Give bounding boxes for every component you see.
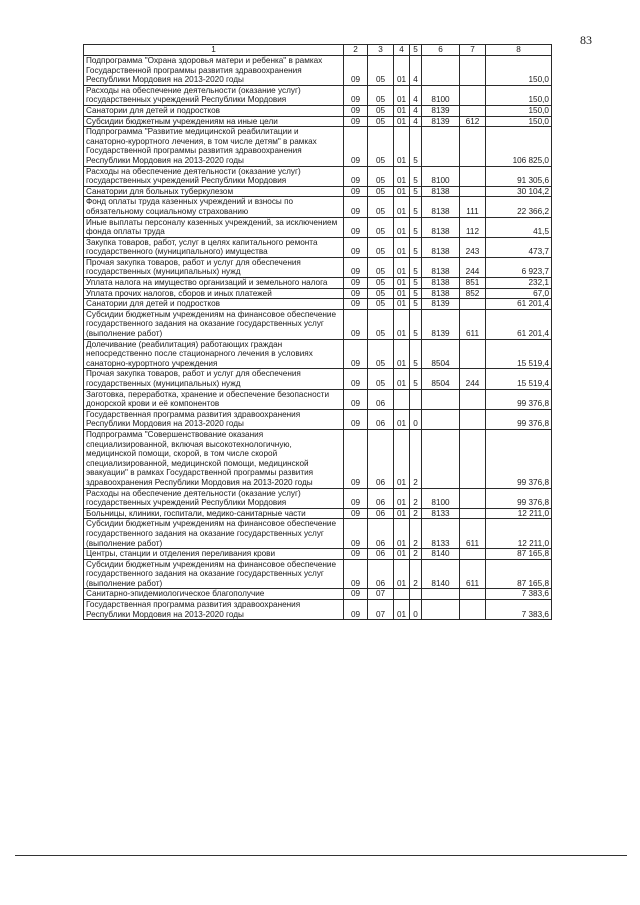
row-amount-cell: 61 201,4 [486,309,552,339]
row-subprogram-cell [410,389,422,409]
row-expense-type-cell [460,85,486,105]
row-target-cell [422,389,460,409]
table-row [84,429,552,488]
row-subsection-cell: 05 [368,257,394,277]
row-subsection-cell: 06 [368,508,394,519]
row-section-cell: 09 [344,299,368,310]
row-subprogram-cell: 5 [410,186,422,197]
row-name-cell: Субсидии бюджетным учреждениям на финансовое обеспечение государственного задания на оказание государственных услуг (выполнение работ) [84,519,344,549]
row-target-cell: 8139 [422,105,460,116]
row-section-cell: 09 [344,217,368,237]
row-subprogram-cell: 5 [410,166,422,186]
table-row [84,389,552,409]
row-subsection-cell: 05 [368,56,394,86]
row-target-cell: 8138 [422,197,460,217]
row-amount-cell: 22 366,2 [486,197,552,217]
table-row [84,549,552,560]
table-row [84,369,552,389]
row-subsection-cell: 05 [368,105,394,116]
row-program-cell: 01 [394,288,410,299]
row-expense-type-cell [460,299,486,310]
row-subprogram-cell: 4 [410,116,422,127]
row-expense-type-cell [460,105,486,116]
table-row [84,309,552,339]
row-subprogram-cell: 5 [410,127,422,166]
row-expense-type-cell [460,389,486,409]
row-expense-type-cell: 612 [460,116,486,127]
row-target-cell: 8139 [422,309,460,339]
row-name-cell: Санатории для детей и подростков [84,105,344,116]
row-name-cell: Субсидии бюджетным учреждениям на финансовое обеспечение государственного задания на оказание государственных услуг (выполнение работ) [84,309,344,339]
table-row [84,519,552,549]
header-cell: 4 [394,45,410,56]
table-row [84,488,552,508]
table-row [84,116,552,127]
row-amount-cell: 67,0 [486,288,552,299]
row-section-cell: 09 [344,559,368,589]
row-program-cell [394,589,410,600]
row-program-cell: 01 [394,519,410,549]
header-cell: 5 [410,45,422,56]
row-name-cell: Прочая закупка товаров, работ и услуг для обеспечения государственных (муниципальных) нужд [84,369,344,389]
row-subsection-cell: 05 [368,237,394,257]
row-subsection-cell: 05 [368,369,394,389]
row-expense-type-cell [460,186,486,197]
row-amount-cell: 99 376,8 [486,409,552,429]
row-subsection-cell: 05 [368,309,394,339]
row-expense-type-cell [460,549,486,560]
row-name-cell: Заготовка, переработка, хранение и обеспечение безопасности донорской крови и её компонентов [84,389,344,409]
row-subsection-cell: 05 [368,186,394,197]
row-section-cell: 09 [344,257,368,277]
row-section-cell: 09 [344,127,368,166]
table-row [84,166,552,186]
row-name-cell: Долечивание (реабилитация) работающих граждан непосредственно после стационарного лечения в условиях санаторно-курортного учреждения [84,339,344,369]
row-subsection-cell: 06 [368,549,394,560]
row-name-cell: Расходы на обеспечение деятельности (оказание услуг) государственных учреждений Республики Мордовия [84,85,344,105]
row-amount-cell: 7 383,6 [486,600,552,620]
row-name-cell: Субсидии бюджетным учреждениям на иные цели [84,116,344,127]
row-subprogram-cell: 2 [410,519,422,549]
row-expense-type-cell: 611 [460,309,486,339]
row-name-cell: Подпрограмма "Развитие медицинской реабилитации и санаторно-курортного лечения, в том числе детям" в рамках Государственной программы развития здравоохранения Республики Мордовия на 2013-2020 годы [84,127,344,166]
table-row [84,288,552,299]
table-row [84,186,552,197]
row-subsection-cell: 05 [368,85,394,105]
header-cell: 1 [84,45,344,56]
row-name-cell: Государственная программа развития здравоохранения Республики Мордовия на 2013-2020 годы [84,409,344,429]
row-program-cell: 01 [394,488,410,508]
table-row [84,589,552,600]
header-cell: 3 [368,45,394,56]
table-row [84,56,552,86]
row-section-cell: 09 [344,429,368,488]
row-target-cell: 8133 [422,519,460,549]
row-subprogram-cell: 5 [410,257,422,277]
row-amount-cell: 87 165,8 [486,549,552,560]
row-subprogram-cell: 5 [410,197,422,217]
row-target-cell: 8140 [422,549,460,560]
row-expense-type-cell [460,166,486,186]
table-row [84,409,552,429]
row-target-cell: 8138 [422,288,460,299]
row-program-cell: 01 [394,56,410,86]
row-subsection-cell: 05 [368,288,394,299]
row-target-cell: 8504 [422,339,460,369]
row-target-cell [422,409,460,429]
table-row [84,217,552,237]
row-name-cell: Центры, станции и отделения переливания крови [84,549,344,560]
row-section-cell: 09 [344,488,368,508]
row-program-cell: 01 [394,299,410,310]
row-name-cell: Расходы на обеспечение деятельности (оказание услуг) государственных учреждений Республики Мордовия [84,488,344,508]
row-subsection-cell: 06 [368,389,394,409]
row-target-cell [422,127,460,166]
row-amount-cell: 150,0 [486,116,552,127]
row-name-cell: Фонд оплаты труда казенных учреждений и взносы по обязательному социальному страхованию [84,197,344,217]
row-target-cell [422,56,460,86]
row-section-cell: 09 [344,278,368,289]
row-target-cell: 8100 [422,85,460,105]
table-row [84,257,552,277]
row-amount-cell: 61 201,4 [486,299,552,310]
row-section-cell: 09 [344,56,368,86]
row-program-cell: 01 [394,309,410,339]
row-name-cell: Расходы на обеспечение деятельности (оказание услуг) государственных учреждений Республики Мордовия [84,166,344,186]
row-subprogram-cell: 5 [410,299,422,310]
row-program-cell [394,389,410,409]
row-amount-cell: 15 519,4 [486,339,552,369]
row-subsection-cell: 05 [368,166,394,186]
row-expense-type-cell [460,508,486,519]
header-cell: 7 [460,45,486,56]
row-name-cell: Закупка товаров, работ, услуг в целях капитального ремонта государственного (муниципального) имущества [84,237,344,257]
row-section-cell: 09 [344,288,368,299]
row-target-cell [422,429,460,488]
row-subsection-cell: 06 [368,488,394,508]
row-amount-cell: 99 376,8 [486,389,552,409]
row-amount-cell: 150,0 [486,105,552,116]
row-target-cell: 8139 [422,299,460,310]
row-subprogram-cell: 5 [410,278,422,289]
row-section-cell: 09 [344,508,368,519]
row-name-cell: Санитарно-эпидемиологическое благополучие [84,589,344,600]
row-program-cell: 01 [394,600,410,620]
row-section-cell: 09 [344,409,368,429]
row-program-cell: 01 [394,508,410,519]
row-expense-type-cell [460,56,486,86]
row-section-cell: 09 [344,589,368,600]
row-amount-cell: 91 305,6 [486,166,552,186]
row-expense-type-cell: 611 [460,519,486,549]
row-subprogram-cell: 4 [410,85,422,105]
row-program-cell: 01 [394,217,410,237]
row-subprogram-cell: 2 [410,549,422,560]
row-target-cell: 8138 [422,257,460,277]
table-row [84,127,552,166]
row-expense-type-cell: 852 [460,288,486,299]
row-target-cell: 8138 [422,237,460,257]
page-bottom-rule [15,855,627,856]
row-subsection-cell: 05 [368,197,394,217]
row-subprogram-cell: 2 [410,488,422,508]
row-expense-type-cell: 111 [460,197,486,217]
row-program-cell: 01 [394,339,410,369]
row-subsection-cell: 06 [368,409,394,429]
row-program-cell: 01 [394,257,410,277]
row-program-cell: 01 [394,127,410,166]
row-target-cell: 8139 [422,116,460,127]
header-cell: 2 [344,45,368,56]
row-subprogram-cell: 2 [410,429,422,488]
row-expense-type-cell [460,600,486,620]
row-subprogram-cell: 5 [410,339,422,369]
row-name-cell: Субсидии бюджетным учреждениям на финансовое обеспечение государственного задания на оказание государственных услуг (выполнение работ) [84,559,344,589]
row-amount-cell: 232,1 [486,278,552,289]
row-section-cell: 09 [344,519,368,549]
row-name-cell: Санатории для больных туберкулезом [84,186,344,197]
row-program-cell: 01 [394,186,410,197]
row-subprogram-cell [410,589,422,600]
row-target-cell [422,589,460,600]
row-amount-cell: 15 519,4 [486,369,552,389]
row-program-cell: 01 [394,429,410,488]
row-subsection-cell: 05 [368,299,394,310]
row-section-cell: 09 [344,105,368,116]
row-subprogram-cell: 5 [410,217,422,237]
row-expense-type-cell: 244 [460,257,486,277]
table-row [84,339,552,369]
row-expense-type-cell [460,339,486,369]
table-row [84,299,552,310]
row-subprogram-cell: 0 [410,409,422,429]
row-target-cell: 8138 [422,217,460,237]
row-section-cell: 09 [344,549,368,560]
table-row [84,197,552,217]
row-subsection-cell: 06 [368,429,394,488]
row-subsection-cell: 05 [368,278,394,289]
header-cell: 6 [422,45,460,56]
row-subprogram-cell: 5 [410,288,422,299]
row-amount-cell: 41,5 [486,217,552,237]
row-name-cell: Государственная программа развития здравоохранения Республики Мордовия на 2013-2020 годы [84,600,344,620]
row-program-cell: 01 [394,559,410,589]
row-name-cell: Иные выплаты персоналу казенных учреждений, за исключением фонда оплаты труда [84,217,344,237]
row-section-cell: 09 [344,369,368,389]
row-name-cell: Уплата налога на имущество организаций и земельного налога [84,278,344,289]
row-name-cell: Санатории для детей и подростков [84,299,344,310]
row-target-cell: 8133 [422,508,460,519]
row-amount-cell: 473,7 [486,237,552,257]
row-expense-type-cell [460,409,486,429]
row-program-cell: 01 [394,116,410,127]
row-expense-type-cell: 611 [460,559,486,589]
row-program-cell: 01 [394,105,410,116]
row-program-cell: 01 [394,549,410,560]
row-expense-type-cell [460,488,486,508]
row-subsection-cell: 07 [368,589,394,600]
header-cell: 8 [486,45,552,56]
row-section-cell: 09 [344,600,368,620]
row-section-cell: 09 [344,309,368,339]
row-program-cell: 01 [394,237,410,257]
row-amount-cell: 12 211,0 [486,508,552,519]
row-target-cell: 8138 [422,278,460,289]
row-section-cell: 09 [344,166,368,186]
row-subprogram-cell: 2 [410,559,422,589]
row-section-cell: 09 [344,197,368,217]
row-amount-cell: 30 104,2 [486,186,552,197]
table-row [84,600,552,620]
row-program-cell: 01 [394,197,410,217]
row-section-cell: 09 [344,186,368,197]
page-number: 83 [580,33,592,47]
row-target-cell: 8504 [422,369,460,389]
row-target-cell: 8140 [422,559,460,589]
table-row [84,559,552,589]
table-row [84,278,552,289]
row-expense-type-cell [460,589,486,600]
row-subsection-cell: 05 [368,116,394,127]
row-subprogram-cell: 2 [410,508,422,519]
table-row [84,105,552,116]
row-name-cell: Уплата прочих налогов, сборов и иных платежей [84,288,344,299]
budget-table [83,44,552,620]
row-section-cell: 09 [344,237,368,257]
row-amount-cell: 7 383,6 [486,589,552,600]
row-section-cell: 09 [344,116,368,127]
row-expense-type-cell [460,127,486,166]
row-subsection-cell: 05 [368,217,394,237]
row-subsection-cell: 07 [368,600,394,620]
row-expense-type-cell: 112 [460,217,486,237]
table-header-row [84,45,552,56]
row-subsection-cell: 05 [368,339,394,369]
row-subsection-cell: 06 [368,519,394,549]
row-amount-cell: 150,0 [486,56,552,86]
row-subprogram-cell: 0 [410,600,422,620]
row-subprogram-cell: 5 [410,237,422,257]
row-subprogram-cell: 4 [410,56,422,86]
row-amount-cell: 99 376,8 [486,429,552,488]
row-target-cell [422,600,460,620]
row-expense-type-cell: 244 [460,369,486,389]
row-subprogram-cell: 5 [410,309,422,339]
row-subsection-cell: 05 [368,127,394,166]
row-amount-cell: 150,0 [486,85,552,105]
row-name-cell: Подпрограмма "Охрана здоровья матери и ребенка" в рамках Государственной программы развития здравоохранения Республики Мордовия на 2013-2020 годы [84,56,344,86]
row-section-cell: 09 [344,389,368,409]
row-section-cell: 09 [344,85,368,105]
row-expense-type-cell: 243 [460,237,486,257]
row-name-cell: Больницы, клиники, госпитали, медико-санитарные части [84,508,344,519]
row-expense-type-cell: 851 [460,278,486,289]
row-target-cell: 8100 [422,488,460,508]
row-section-cell: 09 [344,339,368,369]
row-target-cell: 8100 [422,166,460,186]
row-amount-cell: 99 376,8 [486,488,552,508]
table-row [84,508,552,519]
row-amount-cell: 87 165,8 [486,559,552,589]
row-program-cell: 01 [394,278,410,289]
row-target-cell: 8138 [422,186,460,197]
row-subprogram-cell: 5 [410,369,422,389]
row-name-cell: Подпрограмма "Совершенствование оказания специализированной, включая высокотехнологичную, медицинской помощи, скорой, в том числе скорой специализированной, медицинской помощи, медицинской эвакуации" в рамках Государственной программы развития здравоохранения Республики Мордовия на 2013-2020 годы [84,429,344,488]
row-program-cell: 01 [394,409,410,429]
row-program-cell: 01 [394,166,410,186]
table-row [84,85,552,105]
row-program-cell: 01 [394,369,410,389]
row-subsection-cell: 06 [368,559,394,589]
row-expense-type-cell [460,429,486,488]
table-row [84,237,552,257]
row-amount-cell: 6 923,7 [486,257,552,277]
row-amount-cell: 12 211,0 [486,519,552,549]
row-name-cell: Прочая закупка товаров, работ и услуг для обеспечения государственных (муниципальных) нужд [84,257,344,277]
row-subprogram-cell: 4 [410,105,422,116]
row-amount-cell: 106 825,0 [486,127,552,166]
row-program-cell: 01 [394,85,410,105]
